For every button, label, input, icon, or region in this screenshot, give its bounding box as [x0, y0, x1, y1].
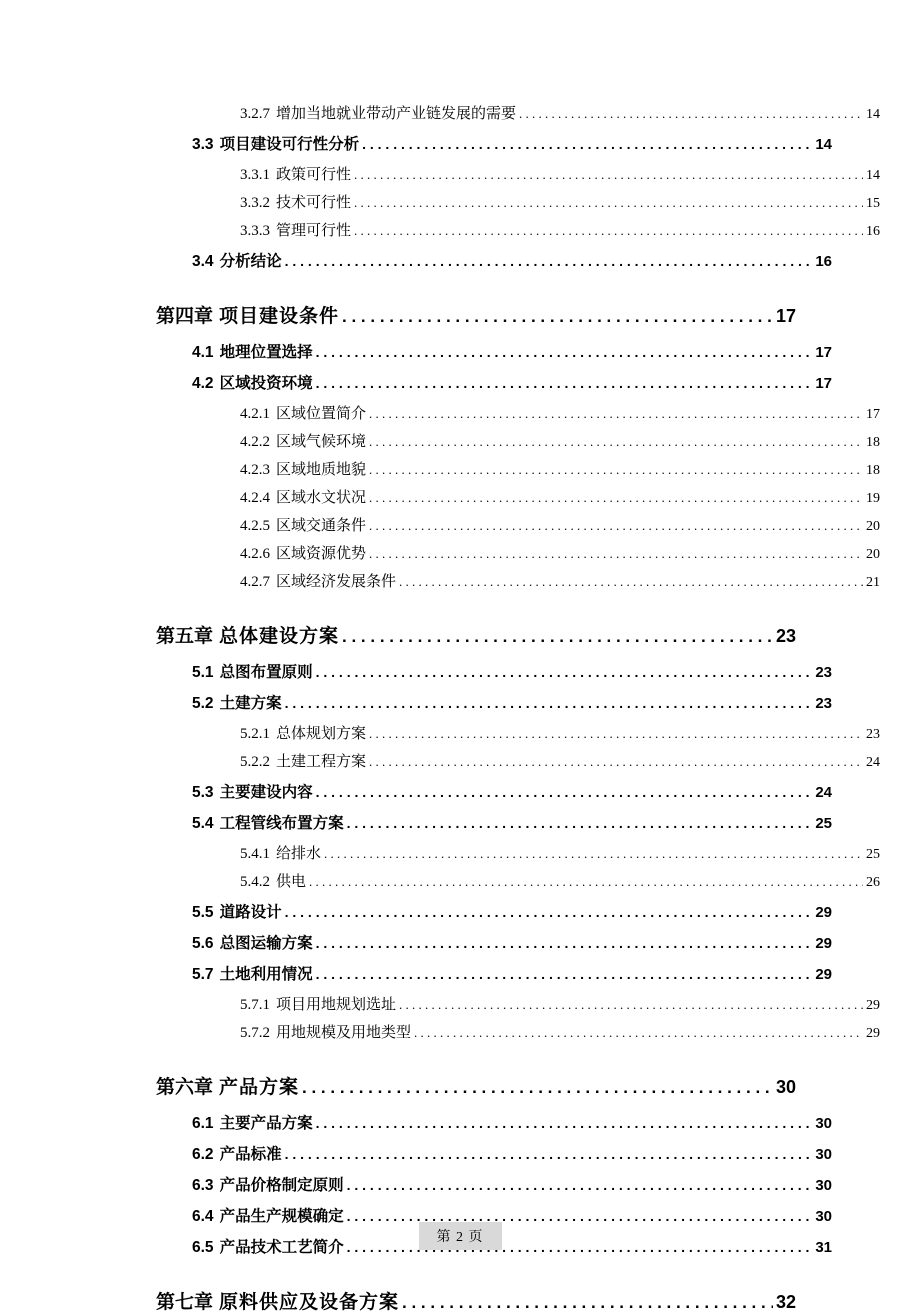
toc-entry-page: 17 — [815, 375, 832, 392]
toc-entry-number: 5.3 — [192, 784, 214, 801]
toc-entry[interactable] — [140, 1111, 832, 1133]
toc-entry-number: 3.3.3 — [240, 223, 270, 239]
toc-leader-dots — [354, 223, 863, 239]
toc-entry-number: 第五章 — [156, 626, 214, 647]
toc-leader-dots — [369, 406, 863, 422]
toc-entry[interactable] — [140, 621, 796, 648]
toc-entry-page: 15 — [866, 196, 880, 211]
toc-entry-number: 5.4.1 — [240, 846, 270, 862]
toc-entry[interactable] — [140, 1287, 796, 1314]
toc-entry-page: 17 — [866, 407, 880, 422]
toc-leader-dots — [399, 574, 863, 590]
toc-entry[interactable] — [140, 102, 880, 123]
toc-entry-page: 14 — [815, 136, 832, 153]
toc-entry-number: 5.1 — [192, 664, 214, 681]
toc-entry[interactable] — [140, 842, 880, 863]
toc-entry-title: 用地规模及用地类型 — [276, 1025, 412, 1041]
page-footer — [0, 1222, 920, 1250]
toc-entry-title: 给排水 — [276, 846, 322, 862]
toc-entry-title: 总图运输方案 — [219, 935, 313, 952]
toc-entry-title: 主要建设内容 — [219, 784, 313, 801]
toc-entry[interactable] — [140, 691, 832, 713]
toc-leader-dots — [402, 1293, 773, 1313]
toc-entry[interactable] — [140, 132, 832, 154]
toc-leader-dots — [316, 1115, 813, 1131]
toc-entry[interactable] — [140, 1142, 832, 1164]
toc-entry[interactable] — [140, 931, 832, 953]
toc-entry-number: 第六章 — [156, 1077, 214, 1098]
toc-entry-number: 3.3 — [192, 136, 214, 153]
toc-leader-dots — [369, 754, 863, 770]
toc-entry-number: 第七章 — [156, 1292, 214, 1313]
toc-entry[interactable] — [140, 1173, 832, 1195]
toc-entry-title: 项目建设条件 — [219, 306, 340, 327]
toc-entry-page: 20 — [866, 547, 880, 562]
toc-entry[interactable] — [140, 458, 880, 479]
toc-entry-page: 16 — [815, 253, 832, 270]
toc-entry[interactable] — [140, 750, 880, 771]
toc-leader-dots — [316, 375, 813, 391]
toc-entry-number: 4.2.7 — [240, 574, 270, 590]
page-number-label: 第 2 页 — [419, 1222, 502, 1250]
toc-entry-number: 5.7.1 — [240, 997, 270, 1013]
toc-entry[interactable] — [140, 1021, 880, 1042]
toc-entry-page: 25 — [866, 847, 880, 862]
toc-leader-dots — [285, 253, 813, 269]
toc-entry-page: 23 — [815, 664, 832, 681]
toc-entry-number: 5.7.2 — [240, 1025, 270, 1041]
toc-entry[interactable] — [140, 402, 880, 423]
toc-entry[interactable] — [140, 660, 832, 682]
toc-entry-title: 区域投资环境 — [219, 375, 313, 392]
toc-entry-page: 29 — [866, 1026, 880, 1041]
toc-entry-title: 项目建设可行性分析 — [219, 136, 360, 153]
toc-entry-title: 区域资源优势 — [276, 546, 367, 562]
toc-entry-number: 3.3.2 — [240, 195, 270, 211]
toc-entry[interactable] — [140, 993, 880, 1014]
toc-leader-dots — [362, 136, 812, 152]
toc-entry[interactable] — [140, 163, 880, 184]
toc-leader-dots — [369, 546, 863, 562]
toc-entry-title: 产品标准 — [219, 1146, 282, 1163]
toc-leader-dots — [347, 815, 813, 831]
toc-entry-title: 土地利用情况 — [219, 966, 313, 983]
toc-entry-title: 区域气候环境 — [276, 434, 367, 450]
toc-entry-title: 土建方案 — [219, 695, 282, 712]
toc-leader-dots — [316, 664, 813, 680]
toc-leader-dots — [285, 904, 813, 920]
toc-leader-dots — [324, 846, 863, 862]
toc-entry-page: 23 — [775, 626, 796, 646]
toc-entry[interactable] — [140, 219, 880, 240]
toc-leader-dots — [316, 935, 813, 951]
toc-entry-page: 17 — [815, 344, 832, 361]
toc-leader-dots — [347, 1177, 813, 1193]
toc-entry-page: 29 — [815, 904, 832, 921]
toc-entry-title: 供电 — [276, 874, 307, 890]
toc-entry-number: 4.2.1 — [240, 406, 270, 422]
toc-entry-page: 30 — [775, 1077, 796, 1097]
toc-entry-page: 30 — [815, 1177, 832, 1194]
toc-entry-title: 总图布置原则 — [219, 664, 313, 681]
toc-entry-page: 29 — [866, 998, 880, 1013]
toc-entry[interactable] — [140, 191, 880, 212]
toc-leader-dots — [369, 434, 863, 450]
toc-entry[interactable] — [140, 542, 880, 563]
toc-entry-number: 5.7 — [192, 966, 214, 983]
toc-entry-number: 第四章 — [156, 306, 214, 327]
toc-entry-page: 24 — [866, 755, 880, 770]
toc-entry-page: 25 — [815, 815, 832, 832]
toc-entry[interactable] — [140, 870, 880, 891]
toc-entry-page: 29 — [815, 966, 832, 983]
toc-entry-page: 21 — [866, 575, 880, 590]
toc-entry-title: 产品方案 — [219, 1077, 300, 1098]
toc-leader-dots — [519, 106, 863, 122]
toc-leader-dots — [369, 518, 863, 534]
toc-leader-dots — [354, 195, 863, 211]
toc-entry-number: 6.4 — [192, 1208, 214, 1225]
toc-entry-title: 项目用地规划选址 — [276, 997, 397, 1013]
toc-entry-title: 总体建设方案 — [219, 626, 340, 647]
toc-entry-title: 增加当地就业带动产业链发展的需要 — [276, 106, 517, 122]
toc-entry-page: 16 — [866, 224, 880, 239]
toc-entry[interactable] — [140, 514, 880, 535]
toc-entry-title: 工程管线布置方案 — [219, 815, 344, 832]
toc-entry-title: 区域交通条件 — [276, 518, 367, 534]
toc-entry[interactable] — [140, 486, 880, 507]
toc-entry-title: 区域水文状况 — [276, 490, 367, 506]
toc-entry-title: 地理位置选择 — [219, 344, 313, 361]
toc-entry-page: 30 — [815, 1208, 832, 1225]
toc-leader-dots — [316, 966, 813, 982]
toc-entry-title: 土建工程方案 — [276, 754, 367, 770]
toc-leader-dots — [316, 344, 813, 360]
toc-entry-page: 17 — [775, 306, 796, 326]
toc-entry-title: 区域经济发展条件 — [276, 574, 397, 590]
toc-entry-page: 14 — [866, 107, 880, 122]
toc-leader-dots — [316, 784, 813, 800]
toc-entry-title: 道路设计 — [219, 904, 282, 921]
toc-leader-dots — [285, 1146, 813, 1162]
toc-entry-number: 5.2.2 — [240, 754, 270, 770]
toc-entry-number: 4.2.6 — [240, 546, 270, 562]
toc-entry-title: 分析结论 — [219, 253, 282, 270]
toc-entry-page: 18 — [866, 435, 880, 450]
toc-entry-number: 6.2 — [192, 1146, 214, 1163]
toc-entry-page: 23 — [815, 695, 832, 712]
toc-entry-page: 30 — [815, 1146, 832, 1163]
toc-entry-title: 主要产品方案 — [219, 1115, 313, 1132]
toc-entry[interactable] — [140, 900, 832, 922]
toc-entry[interactable] — [140, 780, 832, 802]
toc-entry-number: 4.2.4 — [240, 490, 270, 506]
toc-entry-number: 5.2 — [192, 695, 214, 712]
toc-entry-title: 产品技术工艺简介 — [219, 1239, 344, 1256]
toc-leader-dots — [309, 874, 863, 890]
toc-entry-title: 管理可行性 — [276, 223, 352, 239]
toc-entry-page: 23 — [866, 727, 880, 742]
toc-entry-number: 6.1 — [192, 1115, 214, 1132]
toc-leader-dots — [369, 462, 863, 478]
toc-entry-title: 技术可行性 — [276, 195, 352, 211]
toc-entry-number: 5.4.2 — [240, 874, 270, 890]
toc-entry-title: 总体规划方案 — [276, 726, 367, 742]
toc-entry-number: 3.3.1 — [240, 167, 270, 183]
toc-entry-title: 政策可行性 — [276, 167, 352, 183]
toc-entry-page: 14 — [866, 168, 880, 183]
toc-entry-number: 5.2.1 — [240, 726, 270, 742]
toc-leader-dots — [342, 307, 773, 327]
toc-entry[interactable] — [140, 570, 880, 591]
toc-entry-title: 产品价格制定原则 — [219, 1177, 344, 1194]
toc-entry-number: 4.2.5 — [240, 518, 270, 534]
toc-entry-page: 19 — [866, 491, 880, 506]
toc-entry-page: 26 — [866, 875, 880, 890]
toc-entry-number: 4.2.2 — [240, 434, 270, 450]
toc-entry[interactable] — [140, 811, 832, 833]
toc-entry-page: 31 — [815, 1239, 832, 1256]
toc-entry[interactable] — [140, 340, 832, 362]
toc-entry-number: 4.2.3 — [240, 462, 270, 478]
toc-entry-title: 区域地质地貌 — [276, 462, 367, 478]
toc-entry-page: 24 — [815, 784, 832, 801]
toc-entry[interactable] — [140, 430, 880, 451]
toc-entry-number: 5.5 — [192, 904, 214, 921]
toc-entry-number: 4.2 — [192, 375, 214, 392]
toc-entry-page: 30 — [815, 1115, 832, 1132]
toc-entry-number: 3.2.7 — [240, 106, 270, 122]
toc-entry-number: 3.4 — [192, 253, 214, 270]
toc-entry-title: 产品生产规模确定 — [219, 1208, 344, 1225]
toc-entry-title: 原料供应及设备方案 — [219, 1292, 400, 1313]
toc-entry-page: 18 — [866, 463, 880, 478]
toc-leader-dots — [285, 695, 813, 711]
toc-entry-number: 6.3 — [192, 1177, 214, 1194]
toc-entry-number: 4.1 — [192, 344, 214, 361]
toc-entry[interactable] — [140, 371, 832, 393]
toc-leader-dots — [342, 627, 773, 647]
toc-entry-page: 32 — [775, 1292, 796, 1312]
toc-leader-dots — [354, 167, 863, 183]
toc-entry[interactable] — [140, 722, 880, 743]
toc-entry[interactable] — [140, 249, 832, 271]
toc-entry-number: 5.6 — [192, 935, 214, 952]
toc-entry[interactable] — [140, 301, 796, 328]
toc-leader-dots — [399, 997, 863, 1013]
toc-entry-page: 20 — [866, 519, 880, 534]
toc-entry[interactable] — [140, 1072, 796, 1099]
toc-leader-dots — [369, 490, 863, 506]
toc-leader-dots — [302, 1078, 773, 1098]
toc-leader-dots — [369, 726, 863, 742]
toc-entry-number: 5.4 — [192, 815, 214, 832]
toc-entry-page: 29 — [815, 935, 832, 952]
table-of-contents — [140, 102, 880, 1314]
toc-leader-dots — [414, 1025, 863, 1041]
toc-entry[interactable] — [140, 962, 832, 984]
toc-entry-title: 区域位置简介 — [276, 406, 367, 422]
toc-entry-number: 6.5 — [192, 1239, 214, 1256]
